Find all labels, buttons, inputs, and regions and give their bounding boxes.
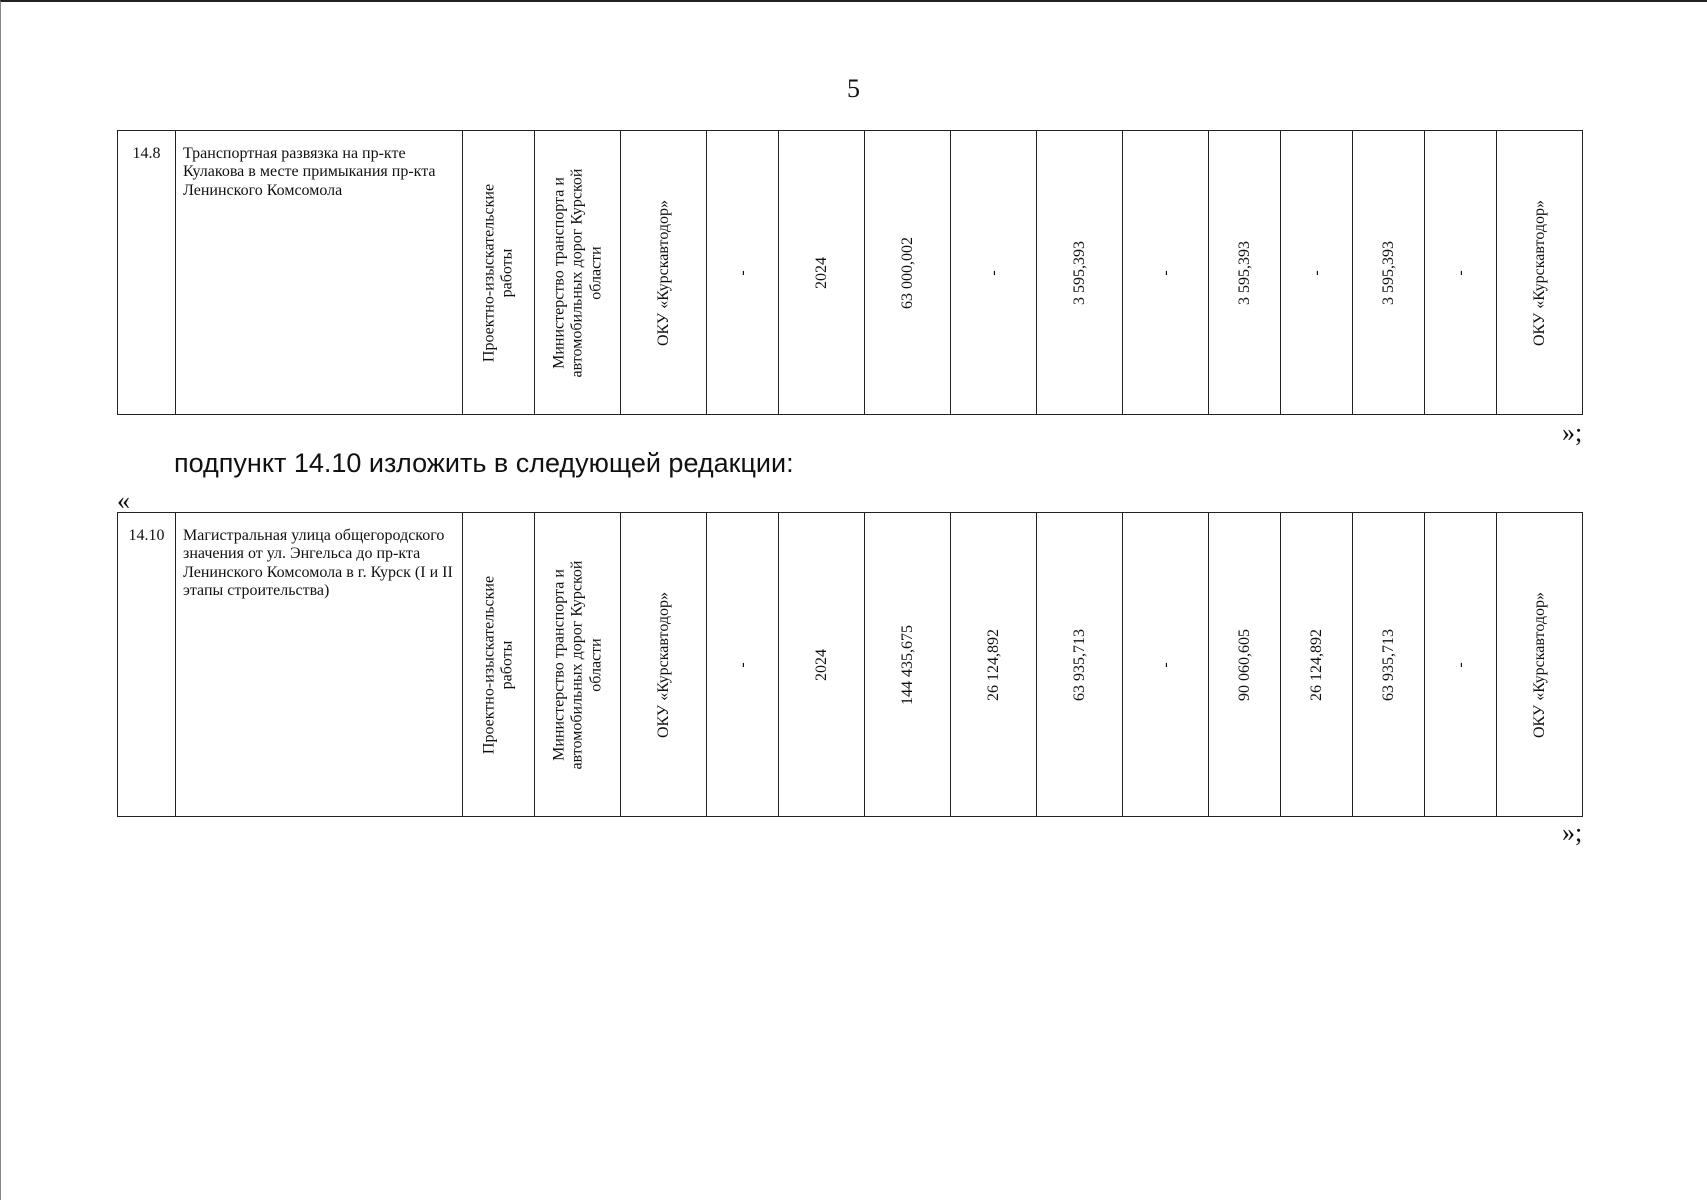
closing-quote: »; bbox=[1562, 818, 1583, 847]
year: 2024 bbox=[812, 256, 830, 289]
cell-c8 bbox=[951, 513, 1037, 817]
cell-c10 bbox=[1123, 513, 1209, 817]
value-c14: - bbox=[1451, 269, 1469, 276]
cost: 144 435,675 bbox=[898, 624, 916, 705]
value-c5: - bbox=[733, 269, 751, 276]
row-number: 14.8 bbox=[118, 131, 176, 415]
cell-c9 bbox=[1037, 513, 1123, 817]
cell-c13 bbox=[1353, 131, 1425, 415]
cell-c11 bbox=[1209, 513, 1281, 817]
work-type-cell bbox=[463, 513, 535, 817]
executor-cell bbox=[621, 131, 707, 415]
value-c9: 3 595,393 bbox=[1070, 240, 1088, 305]
recipient: ОКУ «Курскавтодор» bbox=[1530, 591, 1548, 738]
value-c12: - bbox=[1307, 269, 1325, 276]
value-c10: - bbox=[1156, 661, 1174, 668]
executor: ОКУ «Курскавтодор» bbox=[654, 199, 672, 346]
cell-c10 bbox=[1123, 131, 1209, 415]
opening-quote: « bbox=[117, 486, 130, 515]
cost-cell bbox=[865, 131, 951, 415]
table-row-14-8 bbox=[117, 130, 1583, 415]
year-cell bbox=[779, 513, 865, 817]
value-c11: 3 595,393 bbox=[1235, 240, 1253, 305]
cell-c14 bbox=[1425, 513, 1497, 817]
work-type-cell bbox=[463, 131, 535, 415]
work-type: Проектно-изыскательские работы bbox=[480, 183, 516, 362]
cell-c14 bbox=[1425, 131, 1497, 415]
cell-c9 bbox=[1037, 131, 1123, 415]
work-type: Проектно-изыскательские работы bbox=[480, 575, 516, 754]
value-c8: - bbox=[984, 269, 1002, 276]
amendment-paragraph: подпункт 14.10 изложить в следующей редакции: bbox=[174, 448, 794, 478]
recipient: ОКУ «Курскавтодор» bbox=[1530, 199, 1548, 346]
cell-c12 bbox=[1281, 131, 1353, 415]
cell-c5 bbox=[707, 131, 779, 415]
customer: Министерство транспорта и автомобильных дорог Курской области bbox=[549, 168, 604, 377]
customer-cell bbox=[535, 513, 621, 817]
customer-cell bbox=[535, 131, 621, 415]
year: 2024 bbox=[812, 648, 830, 681]
table-row-14-10 bbox=[117, 512, 1583, 817]
row-number: 14.10 bbox=[118, 513, 176, 817]
cell-c5 bbox=[707, 513, 779, 817]
closing-quote: »; bbox=[1562, 418, 1583, 447]
cell-c13 bbox=[1353, 513, 1425, 817]
executor: ОКУ «Курскавтодор» bbox=[654, 591, 672, 738]
value-c14: - bbox=[1451, 661, 1469, 668]
value-c13: 63 935,713 bbox=[1379, 628, 1397, 701]
value-c9: 63 935,713 bbox=[1070, 628, 1088, 701]
cost-cell bbox=[865, 513, 951, 817]
cell-c11 bbox=[1209, 131, 1281, 415]
cell-c8 bbox=[951, 131, 1037, 415]
recipient-cell bbox=[1497, 131, 1583, 415]
value-c11: 90 060,605 bbox=[1235, 628, 1253, 701]
value-c12: 26 124,892 bbox=[1307, 628, 1325, 701]
cell-c12 bbox=[1281, 513, 1353, 817]
value-c8: 26 124,892 bbox=[984, 628, 1002, 701]
page-number: 5 bbox=[847, 74, 860, 103]
value-c10: - bbox=[1156, 269, 1174, 276]
year-cell bbox=[779, 131, 865, 415]
object-name: Магистральная улица общегородского значения от ул. Энгельса до пр-кта Ленинского Комсомола в г. Курск (I и II этапы строительства) bbox=[176, 513, 463, 817]
cost: 63 000,002 bbox=[898, 236, 916, 309]
value-c13: 3 595,393 bbox=[1379, 240, 1397, 305]
customer: Министерство транспорта и автомобильных дорог Курской области bbox=[549, 560, 604, 769]
object-name: Транспортная развязка на пр-кте Кулакова в месте примыкания пр-кта Ленинского Комсомола bbox=[176, 131, 463, 415]
recipient-cell bbox=[1497, 513, 1583, 817]
executor-cell bbox=[621, 513, 707, 817]
value-c5: - bbox=[733, 661, 751, 668]
